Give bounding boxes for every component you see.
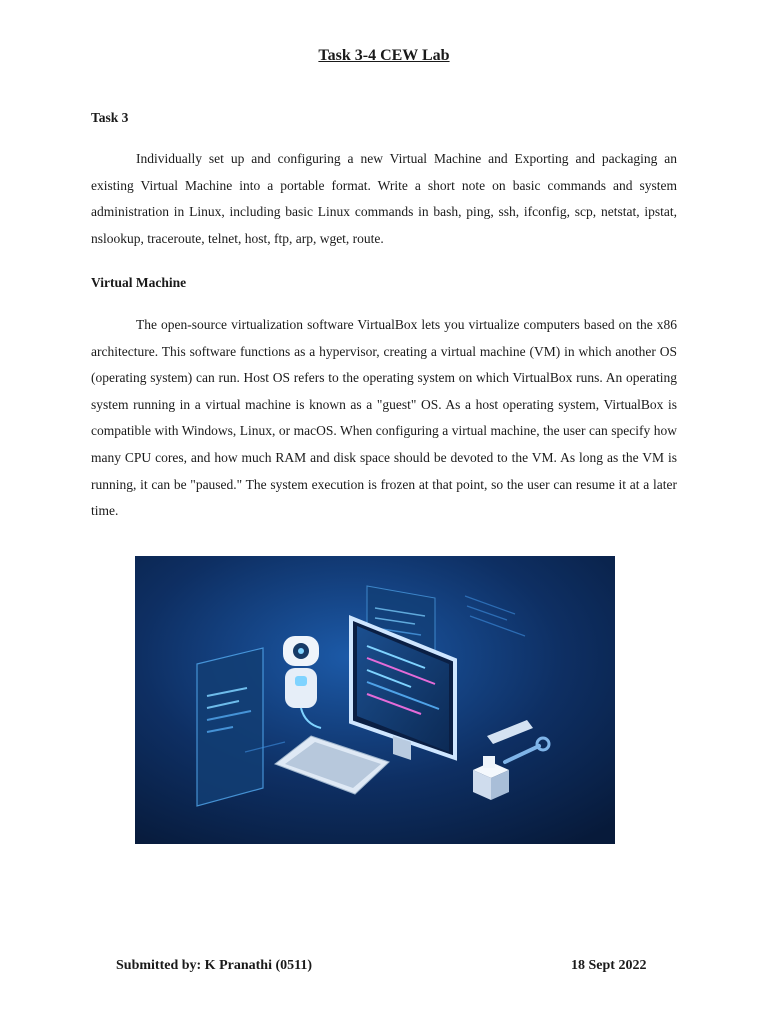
- section-heading-task-3: Task 3: [91, 110, 129, 125]
- submission-date: 18 Sept 2022: [571, 958, 647, 973]
- submitted-by: Submitted by: K Pranathi (0511): [116, 958, 313, 973]
- floating-code-panel-icon: [197, 648, 263, 806]
- page-title: Task 3-4 CEW Lab: [318, 47, 450, 64]
- virtual-machine-illustration: [135, 556, 615, 844]
- section-heading-virtual-machine: Virtual Machine: [91, 275, 187, 290]
- virtual-machine-paragraph: The open-source virtualization software VirtualBox lets you virtualize computers based on the x86 architecture. This software functions as a hypervisor, creating a virtual machine (VM) in which another OS (operating system) can run. Host OS refers to the operating system on which VirtualBox runs. An operating system running in a virtual machine is known as a "guest" OS. As a host operating system, VirtualBox is compatible with Windows, Linux, or macOS. When configuring a virtual machine, the user can specify how many CPU cores, and how much RAM and disk space should be devoted to the VM. As long as the VM is running, it can be "paused." The system execution is frozen at that point, so the user can resume it at a later time.: [91, 317, 677, 519]
- virtual-machine-illustration-icon: [135, 556, 615, 844]
- task-3-paragraph: Individually set up and configuring a new Virtual Machine and Exporting and packaging an existing Virtual Machine into a portable format. Write a short note on basic commands and system administration in Linux, including basic Linux commands in bash, ping, ssh, ifconfig, scp, netstat, ipstat, nslookup, traceroute, telnet, host, ftp, arp, wget, route.: [91, 151, 677, 246]
